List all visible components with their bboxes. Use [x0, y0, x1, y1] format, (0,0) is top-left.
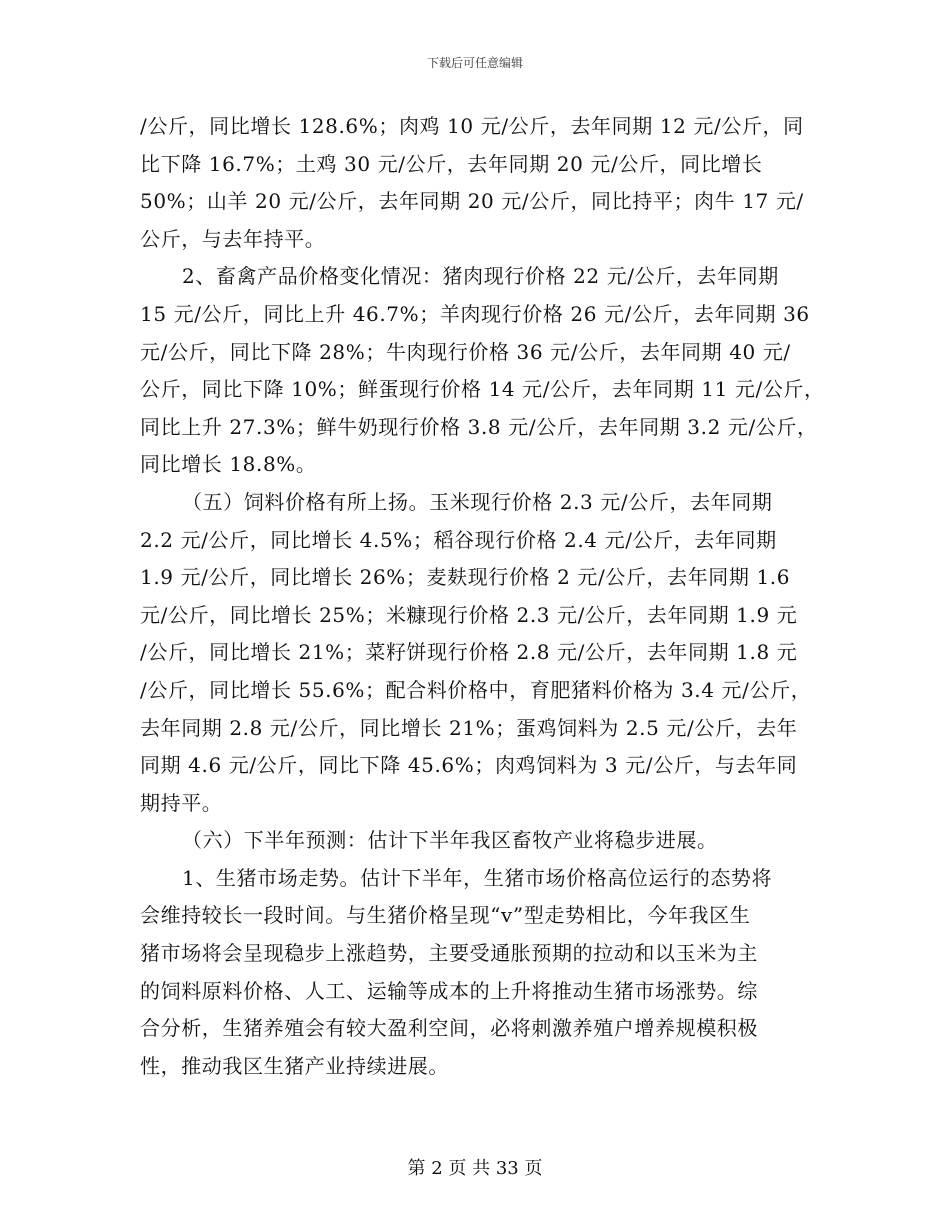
- document-body: [140, 108, 825, 1085]
- text-line: 合分析，生猪养殖会有较大盈利空间，必将刺激养殖户增养规模积极: [140, 1016, 758, 1041]
- text-line: 元/公斤，同比增长 25%；米糠现行价格 2.3 元/公斤，去年同期 1.9 元: [140, 602, 798, 627]
- text-line: 2.2 元/公斤，同比增长 4.5%；稻谷现行价格 2.4 元/公斤，去年同期: [140, 527, 777, 552]
- text-line: 会维持较长一段时间。与生猪价格呈现“v”型走势相比，今年我区生: [140, 903, 751, 928]
- text-line: 15 元/公斤，同比上升 46.7%；羊肉现行价格 26 元/公斤，去年同期 36: [140, 301, 810, 326]
- text-line: （六）下半年预测：估计下半年我区畜牧产业将稳步进展。: [182, 828, 718, 853]
- text-line: 同期 4.6 元/公斤，同比下降 45.6%；肉鸡饲料为 3 元/公斤，与去年同: [140, 753, 798, 778]
- text-line: 去年同期 2.8 元/公斤，同比增长 21%；蛋鸡饲料为 2.5 元/公斤，去年: [140, 715, 798, 740]
- page-header: 下载后可任意编辑: [426, 56, 523, 70]
- text-line: 元/公斤，同比下降 28%；牛肉现行价格 36 元/公斤，去年同期 40 元/: [140, 339, 791, 364]
- text-line: /公斤，同比增长 55.6%；配合料价格中，育肥猪料价格为 3.4 元/公斤，: [140, 677, 812, 702]
- text-line: 50%；山羊 20 元/公斤，去年同期 20 元/公斤，同比持平；肉牛 17 元/: [140, 189, 804, 214]
- text-line: （五）饲料价格有所上扬。玉米现行价格 2.3 元/公斤，去年同期: [182, 489, 773, 514]
- text-line: 1、生猪市场走势。估计下半年，生猪市场价格高位运行的态势将: [182, 865, 773, 890]
- text-line: /公斤，同比增长 21%；菜籽饼现行价格 2.8 元/公斤，去年同期 1.8 元: [140, 640, 798, 665]
- text-line: 公斤，同比下降 10%；鲜蛋现行价格 14 元/公斤，去年同期 11 元/公斤，: [140, 377, 825, 402]
- text-line: 期持平。: [140, 790, 223, 815]
- text-line: 2、畜禽产品价格变化情况：猪肉现行价格 22 元/公斤，去年同期: [182, 264, 779, 289]
- text-line: 猪市场将会呈现稳步上涨趋势，主要受通胀预期的拉动和以玉米为主: [140, 941, 758, 966]
- text-line: 性，推动我区生猪产业持续进展。: [140, 1053, 449, 1078]
- page-number: 第 2 页 共 33 页: [407, 1158, 543, 1179]
- text-line: 同比上升 27.3%；鲜牛奶现行价格 3.8 元/公斤，去年同期 3.2 元/公斤，: [140, 414, 818, 439]
- text-line: 公斤，与去年持平。: [140, 226, 326, 251]
- text-line: 1.9 元/公斤，同比增长 26%；麦麸现行价格 2 元/公斤，去年同期 1.6: [140, 565, 791, 590]
- text-line: /公斤，同比增长 128.6%；肉鸡 10 元/公斤，去年同期 12 元/公斤，同: [140, 114, 804, 138]
- text-line: 比下降 16.7%；土鸡 30 元/公斤，去年同期 20 元/公斤，同比增长: [140, 151, 763, 176]
- text-line: 同比增长 18.8%。: [140, 452, 317, 477]
- text-line: 的饲料原料价格、人工、运输等成本的上升将推动生猪市场涨势。综: [140, 978, 758, 1003]
